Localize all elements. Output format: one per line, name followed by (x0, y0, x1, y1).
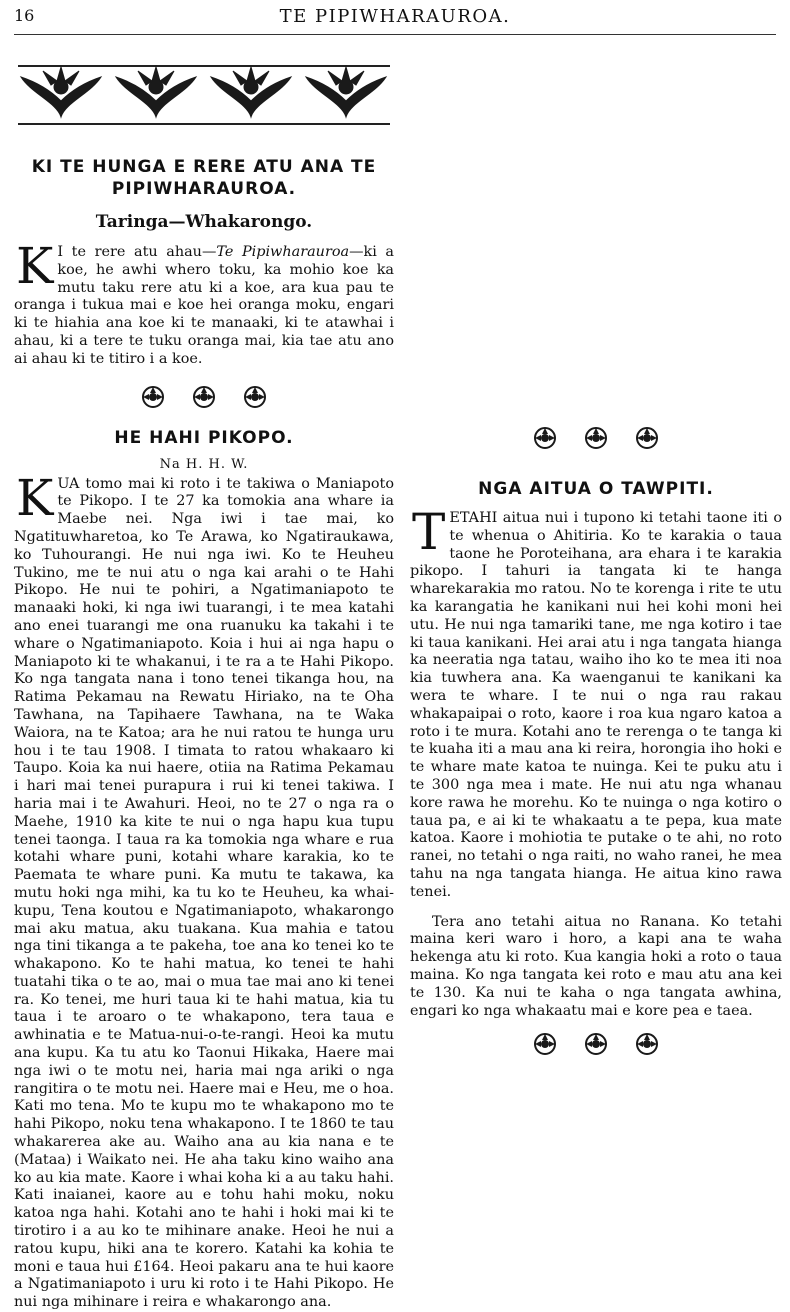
journal-title: TE PIPIWHARAUROA. (279, 6, 511, 27)
dropcap: K (16, 237, 54, 295)
ornament-band (14, 60, 394, 130)
section-divider (410, 426, 782, 456)
article3-paragraph-1: ETAHI aitua nui i tupono ki tetahi taone iti o te whenua o Ahitiria. Ko te karakia o taua taone he Poroteihana, ara ehara i te karakia pikopo. I tahuri ia tangata ki te hanga wharekarakia mo ratou. No te korenga i rite te utu ka karangatia he kanikani nui hei kohi moni hei utu. He nui nga tamariki tane, me nga kotiro i tae ki taua kanikani. Hei arai atu i nga tangata hianga ka neeratia nga tatau, waiho iho ko te mea iti noa kia tuwhera ana. Ka waenganui te kanikani ka wera te whare. I te nui o nga rau rakau whakapaipai o roto, kaore i roa kua ngaro katoa a roto i te mura. Kotahi ano te rerenga o te tanga ki te kuaha iti a mau ana ki reira, horongia iho hoki e te whare mate katoa te nuinga. Kei te puku atu i te 300 nga mea i mate. He nui atu nga whanau kore rawa he morehu. Ko te nuinga o nga kotiro o taua pa, e ai ki te whakaatu a te pepa, kua mate katoa. Kaore i mohiotia te putake o te ahi, no roto ranei, no tetahi o nga raiti, no waho ranei, he mea tahu na nga tangata hianga. He aitua kino rawa tenei. (410, 510, 782, 900)
article3-heading: NGA AITUA O TAWPITI. (478, 479, 714, 499)
article2-paragraph: UA tomo mai ki roto i te takiwa o Maniapoto te Pikopo. I te 27 ka tomokia ana whare ia Maebe nei. Nga iwi i tae mai, ko Ngatituwharetoa, ko Te Arawa, ko Ngatiraukawa, ko Tuhourangi. He nui nga iwi. Ko te Heuheu Tukino, me te nui atu o nga kai arahi o te Hahi Pikopo. He nui te pohiri, a Ngatimaniapoto te manaaki hoki, ki nga iwi tuarangi, i te mea katahi ano enei tuarangi me ona ruanuku ka takahi i te whare o Ngatimaniapoto. Koia i hui ai nga hapu o Maniapoto ki te whakanui, i te ra a te Hahi Pikopo. Ko nga tangata nana i tono tenei tikanga hou, na Ratima Pekamau na Rewatu Hiriako, na te Oha Tawhana, na Tapihaere Tawhana, na te Waka Waiora, na te Katoa; ara he nui ratou te hunga uru hou i te tau 1908. I timata to ratou whakaaro ki Taupo. Koia ka nui haere, otiia na Ratima Pekamau i hari mai tenei purapura i rui ki tenei takiwa. I haria mai i te Awahuri. Heoi, no te 27 o nga ra o Maehe, 1910 ka kite te nui o nga hapu kua tupu tenei taonga. I taua ra ka tomokia nga whare e rua kotahi whare puni, kotahi whare karakia, ko te Paemata te whare puni. Ka mutu te takawa, ka mutu hoki nga mihi, ka tu ko te Heuheu, ka whai-kupu, Tena koutou e Ngatimaniapoto, whakarongo mai aku matua, aku tuakana. Kua mahia e tatou nga tini tikanga a te pakeha, toe ana ko tenei ko te whakapono. Ko te hahi matua, ko tenei te hahi tuatahi tika o te ao, mai o mua tae mai ano ki tenei ra. Ko tenei, me huri taua ki te hahi matua, kia tu taua i te aroaro o te whakapono, tera taua e awhinatia e te Matua-nui-o-te-rangi. Heoi ka mutu ana kupu. Ka tu atu ko Taonui Hikaka, Haere mai nga iwi o te motu nei, haria mai nga ariki o nga rangitira o te motu nei. Haere mai e Heu, me o hoa. Kati mo tena. Mo te kupu mo te whakapono mo te hahi Pikopo, noku tena whakapono. I te 1860 te tau whakarerea ake au. Waiho ana au kia nana e te (Mataa) i Waikato nei. He aha taku kino waiho ana ko au kia mate. Kaore i whai koha ki a au taku hahi. Kati inaianei, kaore au e tohu hahi moku, noku katoa nga hahi. Kotahi ano te hahi i hoki mai ki te tirotiro i a au ko te mihinare anake. Heoi he nui a ratou kupu, hiki ana te korero. Katahi ka kohia te moni e taua hui £164. Heoi pakaru ana te hui kaore a Ngatimaniapoto i uru ki roto i te Hahi Pikopo. He nui nga mihinare i reira e whakarongo ana. (14, 475, 394, 1311)
article1-text-end: —ki a koe, he awhi whero toku, ka mohio koe ka mutu taku rere atu ki a koe, ara kua pau te oranga i tukua mai e koe hei oranga moku, engari ki te hiahia ana koe ki te manaaki, ki te atawhai i ahau, ki a tere te tuku oranga mai, kia tae atu ano ai ahau ki te titiro i a koe. (14, 244, 394, 367)
article3-paragraph-2: Tera ano tetahi aitua no Ranana. Ko tetahi maina keri waro i horo, a kapi ana te waha hekenga atu ki roto. Kua kangia hoki a roto o taua maina. Ko nga tangata kei roto e mau atu ana kei te 130. Ka nui te kaha o nga tangata awhina, engari ko nga whakaatu mai e kore pea e taea. (410, 913, 782, 1019)
article1-body (14, 237, 394, 369)
flower-icon (634, 426, 660, 450)
dropcap: K (16, 468, 54, 527)
flower-icon (532, 426, 558, 450)
article3-body (410, 503, 782, 1020)
article2-body (14, 468, 394, 1312)
article1-text-start: I te rere atu ahau— (57, 244, 217, 260)
fern-ornament-icon (14, 60, 394, 130)
left-column (14, 46, 394, 1312)
flower-icon (191, 385, 217, 409)
dropcap: T (412, 503, 446, 561)
article1-subheading: Taringa—Whakarongo. (95, 212, 313, 232)
flower-icon (583, 1032, 609, 1056)
flower-icon (532, 1032, 558, 1056)
running-head (0, 4, 790, 34)
flower-icon (242, 385, 268, 409)
article2-heading: HE HAHI PIKOPO. (114, 427, 294, 448)
page-number: 16 (14, 6, 35, 25)
article2-continuation-space (410, 46, 782, 426)
flower-icon (140, 385, 166, 409)
article1-italic-title: Te Pipiwharauroa (216, 244, 350, 260)
flower-icon (583, 426, 609, 450)
article1-heading: KI TE HUNGA E RERE ATU ANA TE PIPIWHARAUROA. (31, 157, 377, 199)
article1-paragraph (14, 237, 394, 369)
header-rule (14, 34, 776, 35)
section-divider (410, 1032, 782, 1062)
section-divider (14, 385, 394, 415)
article2-byline: Na H. H. W. (159, 456, 249, 472)
right-column (410, 46, 782, 1062)
flower-icon (634, 1032, 660, 1056)
